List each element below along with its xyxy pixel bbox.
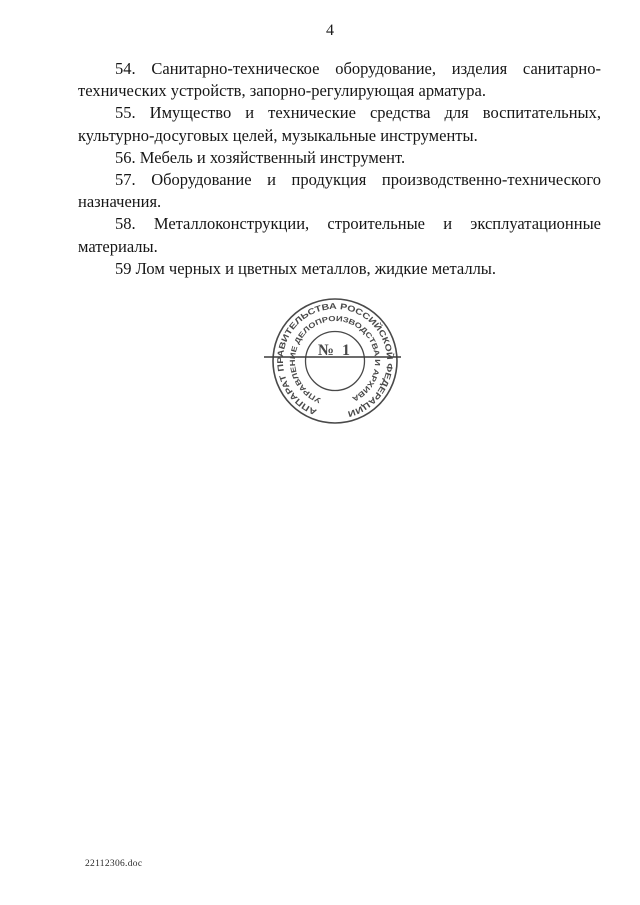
paragraph-59 [78,258,601,280]
svg-text:УПРАВЛЕНИЕ ДЕЛОПРОИЗВОДСТВА И [288,314,382,405]
official-stamp [263,295,407,431]
stamp-number: № 1 [317,342,353,359]
paragraph-line: 56. Мебель и хозяйственный инструмент. [115,147,406,167]
paragraph-55 [78,102,601,146]
paragraph-54 [78,58,601,102]
paragraph-line: технических устройств, запорно-регулирующая арматура. [78,81,486,101]
paragraph-line: культурно-досуговых целей, музыкальные инструменты. [78,125,478,145]
paragraph-56 [78,147,601,169]
paragraph-line: 58. Металлоконструкции, строительные и эксплуатационные [115,214,601,234]
paragraph-line: 57. Оборудование и продукция производственно-технического [115,170,601,190]
stamp-outer-ring-text: АППАРАТ ПРАВИТЕЛЬСТВА РОССИЙСКОЙ ФЕДЕРАЦИИ [274,300,396,419]
paragraph-57 [78,169,601,213]
paragraph-line: 55. Имущество и технические средства для воспитательных, [115,103,601,123]
stamp-inner-circle [306,332,365,391]
paragraph-line: 54. Санитарно-техническое оборудование, изделия санитарно- [115,59,601,78]
paragraph-line: 59 Лом черных и цветных металлов, жидкие металлы. [115,258,497,278]
paragraph-line: материалы. [78,236,158,256]
stamp-inner-ring-text: УПРАВЛЕНИЕ ДЕЛОПРОИЗВОДСТВА И АРХИВА [287,313,383,406]
body-text [78,58,601,280]
paragraph-58 [78,213,601,257]
page-number: 4 [326,22,334,39]
footer-filename: 22112306.doc [85,859,143,869]
paragraph-line: назначения. [78,192,162,212]
